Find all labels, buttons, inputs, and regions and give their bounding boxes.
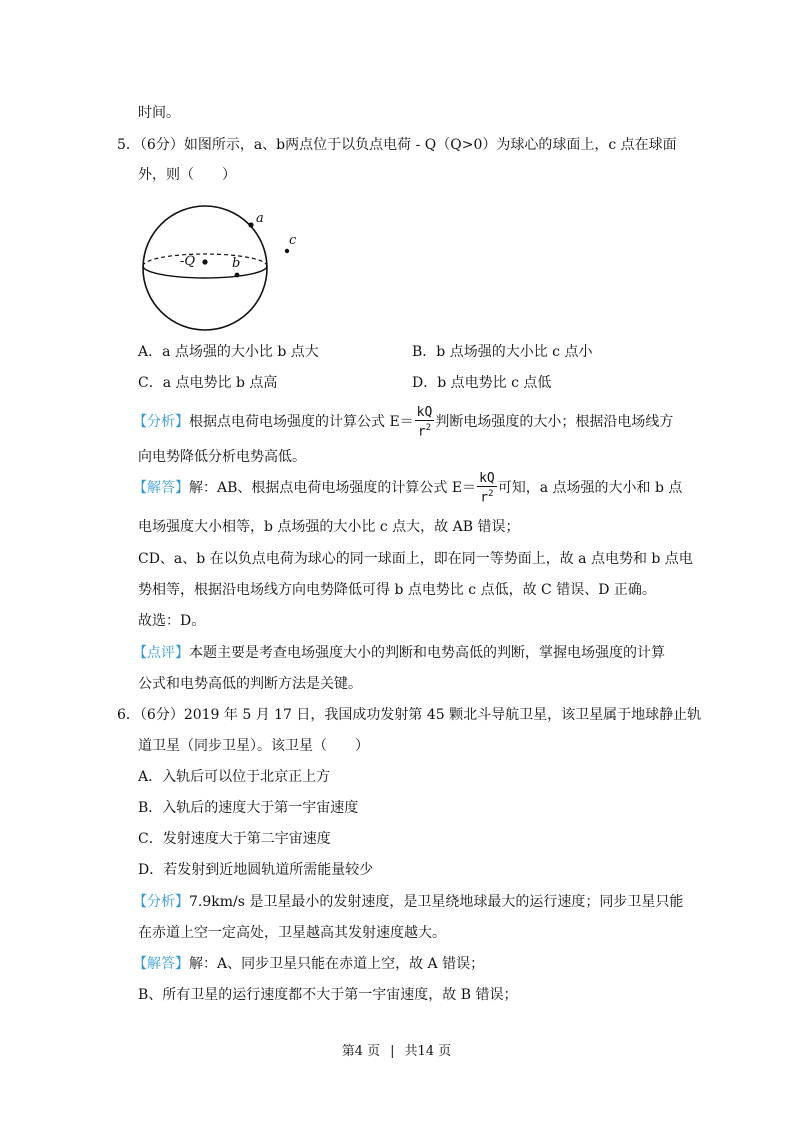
q6-analysis-line2: 在赤道上空一定高处，卫星越高其发射速度越大。 [138, 925, 446, 941]
q6-solution-line1: 【解答】解：A、同步卫星只能在赤道上空，故 A 错误； [133, 956, 485, 972]
q5-analysis-line1: 【分析】根据点电荷电场强度的计算公式 E＝ $\frac{kQ}{r^2}$ 判断电场强度的大小；根据沿电场线方 [133, 404, 674, 440]
q6-stem-line2: 道卫星（同步卫星）。该卫星（ ） [138, 738, 369, 754]
q5-solution-line3: CD、a、b 在以负点电荷为球心的同一球面上，即在同一等势面上，故 a 点电势和 b 点电 [138, 551, 693, 567]
field-formula: $\frac{kQ}{r^2}$ [416, 404, 433, 440]
point-b-dot [235, 273, 240, 278]
q6-analysis-line1: 【分析】7.9km/s 是卫星最小的发射速度，是卫星绕地球最大的运行速度；同步卫星只能 [133, 894, 684, 910]
charge-center-dot [202, 259, 207, 264]
q6-solution-line2: B、所有卫星的运行速度都不大于第一宇宙速度，故 B 错误； [138, 987, 518, 1003]
q5-stem-line1: 5．（6分）如图所示，a、b两点位于以负点电荷 - Q（Q>0）为球心的球面上，c 点在球面 [117, 137, 677, 153]
analysis-tag: 【分析】 [133, 894, 189, 910]
point-c-dot [285, 249, 289, 253]
q5-option-b: B．b 点场强的大小比 c 点小 [412, 344, 593, 360]
q5-option-c: C．a 点电势比 b 点高 [138, 375, 278, 391]
q5-analysis-line2: 向电势降低分析电势高低。 [138, 449, 306, 465]
equator-front [143, 266, 267, 278]
q6-option-d: D．若发射到近地圆轨道所需能量较少 [138, 862, 374, 878]
q6-option-b: B．入轨后的速度大于第一宇宙速度 [138, 800, 359, 816]
sphere-figure [132, 198, 312, 348]
solution-tag: 【解答】 [133, 956, 189, 972]
sphere-outline [143, 206, 267, 330]
point-a-dot [248, 222, 253, 227]
q5-option-d: D．b 点电势比 c 点低 [412, 375, 552, 391]
q6-option-a: A．入轨后可以位于北京正上方 [138, 769, 331, 785]
q6-option-c: C．发射速度大于第二宇宙速度 [138, 831, 331, 847]
q5-solution-line1: 【解答】解：AB、根据点电荷电场强度的计算公式 E＝ $\frac{kQ}{r^2}$ 可知，a 点场强的大小和 b 点 [133, 470, 683, 506]
page-number: 第4 页 [341, 1044, 381, 1059]
label-q: -Q [180, 254, 196, 269]
q5-solution-line5: 故选：D。 [138, 613, 206, 629]
q5-option-a: A．a 点场强的大小比 b 点大 [138, 344, 319, 360]
prev-tail: 时间。 [138, 105, 180, 121]
label-c: c [289, 233, 297, 248]
label-b: b [232, 256, 241, 271]
page-total: 共14 页 [404, 1044, 452, 1059]
q6-stem-line1: 6．（6分）2019 年 5 月 17 日，我国成功发射第 45 颗北斗导航卫星，该卫星属于地球静止轨 [117, 707, 702, 723]
solution-tag: 【解答】 [133, 480, 189, 496]
label-a: a [256, 211, 264, 226]
q5-stem-line2: 外，则（ ） [138, 167, 236, 183]
q5-solution-line4: 势相等，根据沿电场线方向电势降低可得 b 点电势比 c 点低，故 C 错误、D 正确。 [138, 582, 656, 598]
analysis-tag: 【分析】 [133, 414, 189, 430]
q5-comment-line1: 【点评】本题主要是考查电场强度大小的判断和电势高低的判断，掌握电场强度的计算 [133, 645, 665, 661]
comment-tag: 【点评】 [133, 645, 189, 661]
q5-solution-line2: 电场强度大小相等，b 点场强的大小比 c 点大，故 AB 错误； [138, 519, 520, 535]
page-footer [0, 1040, 793, 1059]
footer-separator: | [390, 1044, 395, 1059]
q5-comment-line2: 公式和电势高低的判断方法是关键。 [138, 676, 362, 692]
field-formula: $\frac{kQ}{r^2}$ [479, 470, 495, 506]
